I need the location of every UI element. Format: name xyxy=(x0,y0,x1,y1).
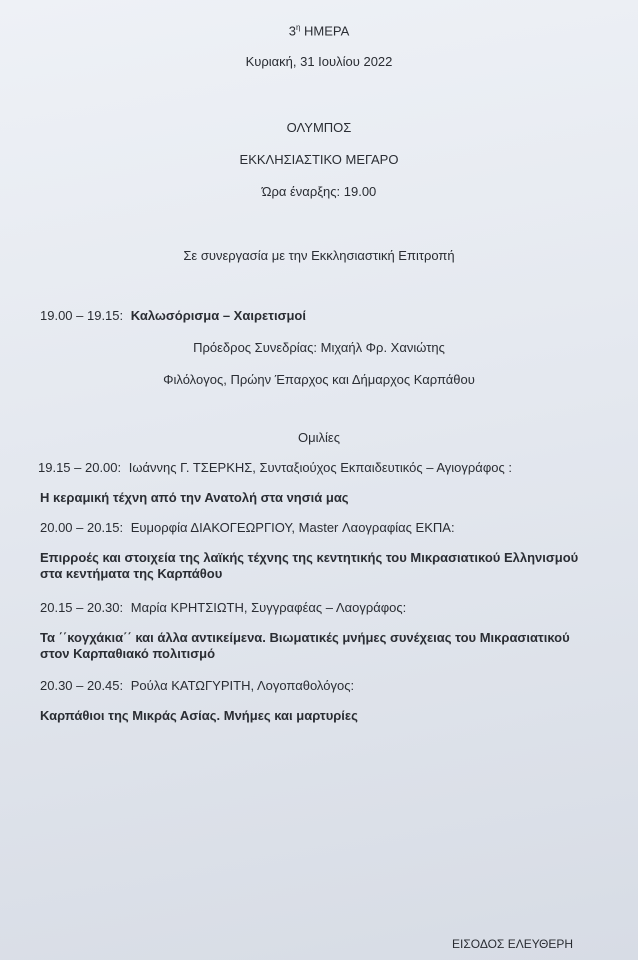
welcome-session xyxy=(40,308,306,324)
talk-speaker: Μαρία ΚΡΗΤΣΙΩΤΗ, Συγγραφέας – Λαογράφος: xyxy=(130,600,407,615)
day-heading xyxy=(0,20,638,39)
talk-title: Επιρροές και στοιχεία της λαϊκής τέχνης της κεντητικής του Μικρασιατικού Ελληνισμού στα κεντήματα της Καρπάθου xyxy=(40,550,579,581)
talk-title: Καρπάθιοι της Μικράς Ασίας. Μνήμες και μαρτυρίες xyxy=(40,708,358,723)
talk-speaker: Ευμορφία ΔΙΑΚΟΓΕΩΡΓΙΟΥ, Master Λαογραφίας ΕΚΠΑ: xyxy=(130,520,455,535)
start-time: Ώρα έναρξης: 19.00 xyxy=(261,184,377,199)
talk-title: Τα ΄΄κογχάκια΄΄ και άλλα αντικείμενα. Βιωματικές μνήμες συνέχειας του Μικρασιατικού στον Καρπαθιακό πολιτισμό xyxy=(40,630,570,661)
session-chair: Πρόεδρος Συνεδρίας: Μιχαήλ Φρ. Χανιώτης xyxy=(193,340,445,355)
day-suffix: η xyxy=(295,23,301,32)
day-word: ΗΜΕΡΑ xyxy=(304,23,350,39)
talk-speaker-line xyxy=(40,520,455,536)
talks-heading: Ομιλίες xyxy=(298,430,340,445)
event-location: ΟΛΥΜΠΟΣ xyxy=(286,120,352,135)
talk-speaker: Ιωάννης Γ. ΤΣΕΡΚΗΣ, Συνταξιούχος Εκπαιδευτικός – Αγιογράφος : xyxy=(128,460,512,475)
event-venue: ΕΚΚΛΗΣΙΑΣΤΙΚΟ ΜΕΓΑΡΟ xyxy=(239,152,399,167)
talk-time: 19.15 – 20.00: xyxy=(38,460,122,475)
talk-title: Η κεραμική τέχνη από την Ανατολή στα νησιά μας xyxy=(40,490,349,505)
talk-speaker-line xyxy=(40,678,354,694)
collaboration-note: Σε συνεργασία με την Εκκλησιαστική Επιτροπή xyxy=(183,248,455,263)
day-number: 3 xyxy=(288,23,296,39)
talk-speaker-line xyxy=(40,600,406,616)
talk-time: 20.30 – 20.45: xyxy=(40,678,124,693)
talk-speaker: Ρούλα ΚΑΤΩΓΥΡΙΤΗ, Λογοπαθολόγος: xyxy=(130,678,355,693)
talk-speaker-line xyxy=(38,460,512,476)
event-date: Κυριακή, 31 Ιουλίου 2022 xyxy=(245,54,393,69)
talk-time: 20.15 – 20.30: xyxy=(40,600,124,615)
welcome-time: 19.00 – 19.15: xyxy=(40,308,124,323)
free-entry-note: ΕΙΣΟΔΟΣ ΕΛΕΥΘΕΡΗ xyxy=(452,937,574,951)
welcome-title: Καλωσόρισμα – Χαιρετισμοί xyxy=(130,308,306,323)
session-chair-title: Φιλόλογος, Πρώην Έπαρχος και Δήμαρχος Καρπάθου xyxy=(163,372,475,387)
talk-time: 20.00 – 20.15: xyxy=(40,520,124,535)
